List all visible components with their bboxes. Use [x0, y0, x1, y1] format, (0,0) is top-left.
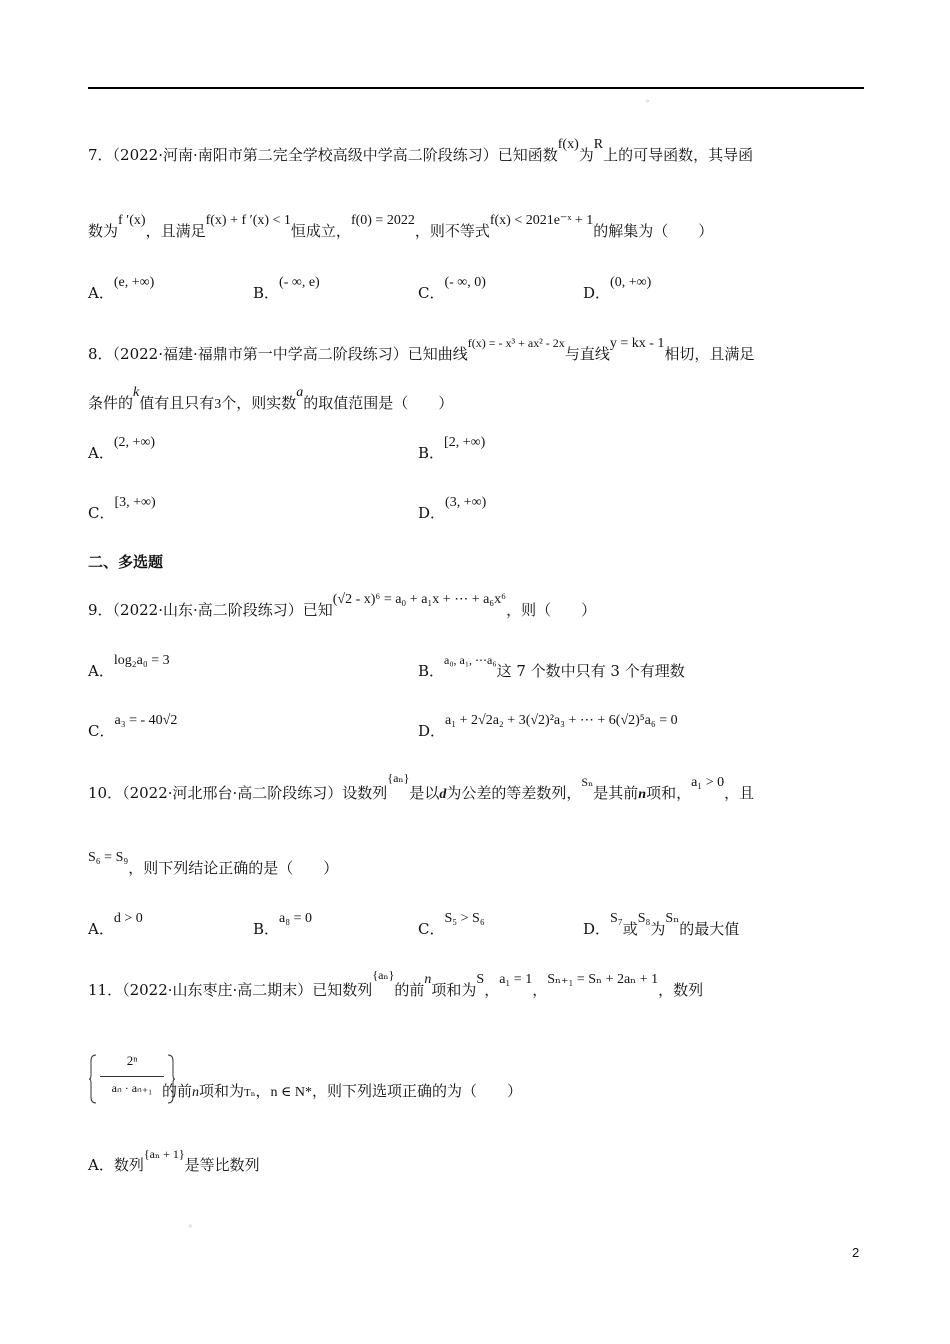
math-expr: f ′(x): [118, 213, 146, 228]
q9-option-d: D．a₁ + 2√2a₂ + 3(√2)²a₃ + ⋯ + 6(√2)⁵a₆ = 0: [418, 713, 678, 740]
fraction-bar: [100, 1076, 164, 1077]
q7-option-a: A．(e, +∞): [88, 275, 155, 302]
mark: ◦: [188, 1222, 193, 1231]
section-heading: 二、多选题: [88, 553, 164, 571]
math-expr: f(x): [557, 137, 579, 152]
q9-option-a: A．log₂a₀ = 3: [88, 653, 170, 680]
q10-line1: 10．（2022·河北邢台·高二阶段练习）设数列$^{\{a_n\}}$是以d为公差的等差数列，$^{S_n}$是其前n项和，a₁ > 0，且: [88, 771, 755, 802]
fraction-denominator: aₙ · aₙ₊₁: [111, 1081, 153, 1095]
q10-option-c: C．S₅ > S₆: [418, 911, 485, 938]
q8-option-a: A．(2, +∞): [88, 435, 156, 462]
q10-option-d: D．S₇或S₈为Sₙ的最大值: [583, 911, 740, 938]
mark: ◦: [645, 97, 650, 106]
math-expr: S₆ = S₉: [88, 850, 129, 865]
math-expr: Sₙ₊₁ = Sₙ + 2aₙ + 1: [547, 972, 659, 987]
q8-option-d: D．(3, +∞): [418, 495, 487, 522]
fraction-numerator: 2ⁿ: [126, 1053, 138, 1068]
header-rule: [88, 87, 864, 89]
q7-option-d: D．(0, +∞): [583, 275, 652, 302]
q11-option-a: A．数列$^{\{a_n + 1\}}$是等比数列: [88, 1147, 260, 1174]
math-expr: (√2 - x)⁶ = a₀ + a₁x + ⋯ + a₆x⁶: [332, 592, 507, 607]
q9-line1: 9．（2022·山东·高二阶段练习）已知(√2 - x)⁶ = a₀ + a₁x + ⋯ + a₆x⁶，则（ ）: [88, 592, 597, 619]
q8-option-c: C．[3, +∞): [88, 495, 156, 522]
q7-option-c: C．(- ∞, 0): [418, 275, 486, 302]
math-expr: a₁ = 1: [499, 972, 533, 987]
q11-line1: 11．（2022·山东枣庄·高二期末）已知数列$^{\{a_n\}}$的前n项和为S，a₁ = 1，Sₙ₊₁ = Sₙ + 2aₙ + 1，数列: [88, 968, 704, 999]
page-number: 2: [852, 1245, 860, 1260]
q10-option-b: B．a₈ = 0: [253, 911, 313, 938]
math-expr: f(x) < 2021e⁻ˣ + 1: [489, 213, 594, 228]
math-expr: n ∈ N*: [270, 1085, 313, 1100]
q7-line2: 数为f ′(x)，且满足f(x) + f ′(x) < 1恒成立，f(0) = 2022，则不等式f(x) < 2021e⁻ˣ + 1的解集为（ ）: [88, 213, 714, 240]
math-expr: f(x) = - x³ + ax² - 2x: [467, 336, 565, 350]
q10-option-a: A．d > 0: [88, 911, 143, 938]
q9-option-b: B．$^{a_0, a_1, \cdots a_6}$这 7 个数中只有 3 个有理数: [418, 653, 685, 680]
math-expr: Sₙ: [581, 775, 594, 789]
q8-option-b: B．[2, +∞): [418, 435, 486, 462]
q8-line1: 8．（2022·福建·福鼎市第一中学高二阶段练习）已知曲线$^{f(x) = - x^3 + ax^2 - 2x}$与直线y = kx - 1相切，且满足: [88, 336, 755, 363]
math-expr: a₁ > 0: [691, 775, 725, 790]
q8-line2: 条件的k值有且只有3个，则实数a的取值范围是（ ）: [88, 385, 454, 412]
math-expr: f(x) + f ′(x) < 1: [205, 213, 291, 228]
left-brace-icon: [88, 1053, 98, 1105]
q7-option-b: B．(- ∞, e): [253, 275, 320, 302]
q7-line1: 7．（2022·河南·南阳市第二完全学校高级中学高二阶段练习）已知函数f(x)为R上的可导函数，其导函: [88, 137, 754, 164]
math-expr: y = kx - 1: [609, 336, 665, 351]
q9-option-c: C．a₃ = - 40√2: [88, 713, 178, 740]
math-expr: R: [593, 137, 604, 152]
math-expr: f(0) = 2022: [350, 213, 415, 228]
q11-line2: 的前n项和为Tₙ，n ∈ N*，则下列选项正确的为（ ）: [162, 1082, 523, 1100]
math-expr: {aₙ}: [387, 771, 410, 785]
math-expr: {aₙ}: [372, 968, 395, 982]
q10-line2: S₆ = S₉，则下列结论正确的是（ ）: [88, 850, 339, 877]
